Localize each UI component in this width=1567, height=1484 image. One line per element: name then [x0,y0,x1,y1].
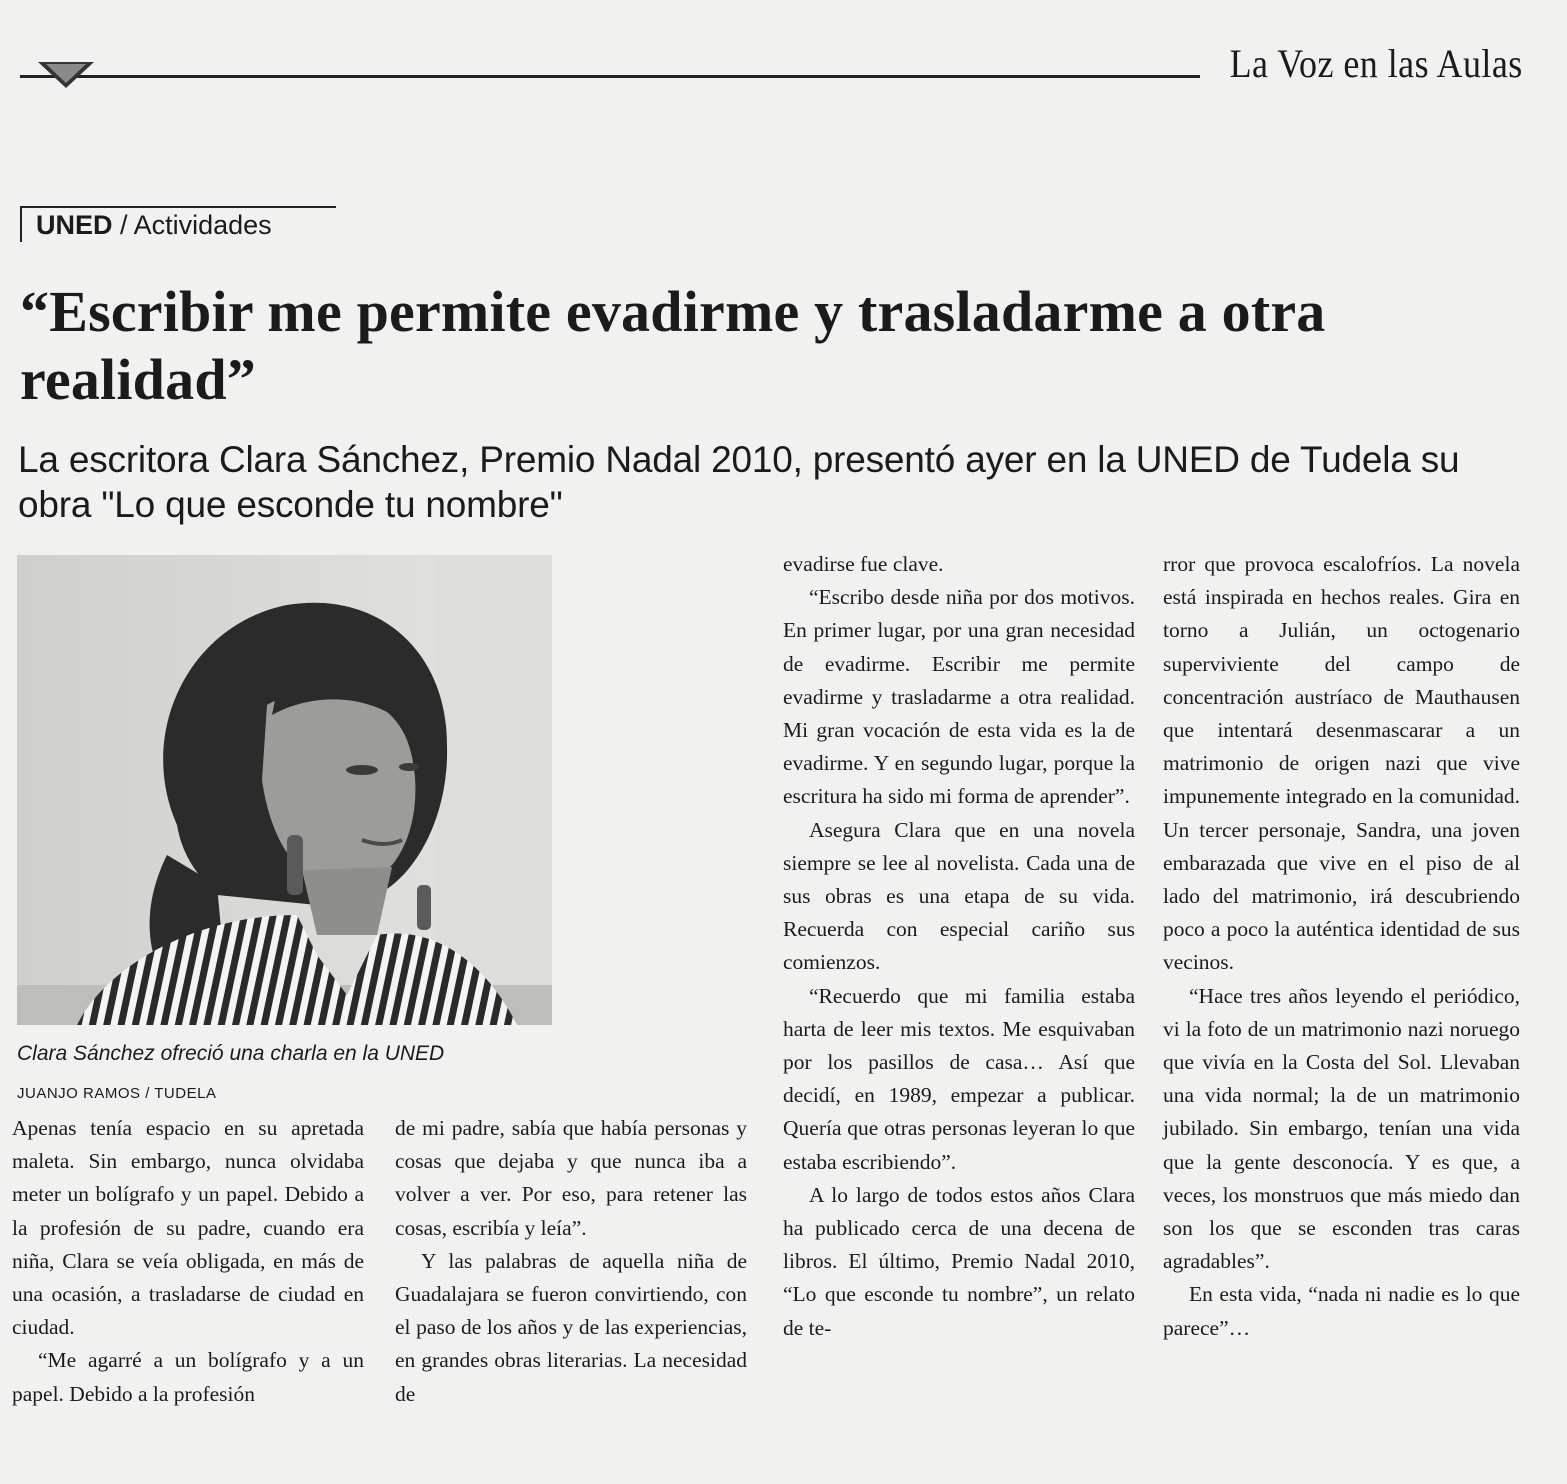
section-separator: / [120,210,128,240]
article-column-2 [395,1112,747,1411]
article-column-3 [783,548,1135,1345]
triangle-marker-inner-icon [46,64,86,83]
paragraph: “Me agarré a un bolígrafo y a un papel. Debido a la profesión [12,1348,364,1406]
paragraph: evadirse fue clave. [783,552,944,576]
paragraph: de mi padre, sabía que había personas y cosas que dejaba y que nunca iba a volver a ver. Por eso, para retener las cosas, escribía y leía”. [395,1116,747,1240]
paragraph: “Escribo desde niña por dos motivos. En primer lugar, por una gran necesidad de evadirme. Escribir me permite evadirme y trasladarme a otra realidad. Mi gran vocación de esta vida es la de evadirme. Y en segundo lugar, porque la escritura ha sido mi forma de aprender”. [783,585,1135,809]
paragraph: “Hace tres años leyendo el periódico, vi la foto de un matrimonio nazi noruego que vivía en la Costa del Sol. Llevaban una vida normal; la de un matrimonio jubilado. Sin embargo, tenían una vida que la gente desconocía. Y es que, a veces, los monstruos que más miedo dan son los que se esconden tras caras agradables”. [1163,983,1520,1274]
subheadline: La escritora Clara Sánchez, Premio Nadal 2010, presentó ayer en la UNED de Tudela su obra "Lo que esconde tu nombre" [18,439,1460,525]
portrait-image [17,555,552,1025]
section-tag [20,208,272,242]
photo-caption: Clara Sánchez ofreció una charla en la UNED [17,1042,445,1065]
article-column-4 [1163,548,1520,1345]
paragraph: rror que provoca escalofríos. La novela está inspirada en hechos reales. Gira en torno a Julián, un octogenario superviviente del campo de concentración austríaco de Mauthausen que intentará desenmascarar a un matrimonio de origen nazi que vive impunemente integrado en la comunidad. Un tercer personaje, Sandra, una joven embarazada que vive en el piso de al lado del matrimonio, irá descubriendo poco a poco la auténtica identidad de sus vecinos. [1163,552,1520,975]
section-primary: UNED [36,210,113,240]
article-photo [17,555,552,1025]
byline-separator: / [145,1085,150,1102]
paragraph: Y las palabras de aquella niña de Guadalajara se fueron convirtiendo, con el paso de los años y de las experiencias, en grandes obras literarias. La necesidad de [395,1248,747,1406]
byline-place: TUDELA [154,1085,217,1102]
paragraph: “Recuerdo que mi familia estaba harta de leer mis textos. Me esquivaban por los pasillos de casa… Así que decidí, en 1989, empezar a publicar. Quería que otras personas leyeran lo que estaba escribiendo”. [783,983,1135,1174]
paragraph: Apenas tenía espacio en su apretada maleta. Sin embargo, nunca olvidaba meter un bolígrafo y un papel. Debido a la profesión de su padre, cuando era niña, Clara se veía obligada, en más de una ocasión, a trasladarse de ciudad en ciudad. [12,1116,364,1340]
paragraph: Asegura Clara que en una novela siempre se lee al novelista. Cada una de sus obras es una etapa de su vida. Recuerda con especial cariño sus comienzos. [783,817,1135,975]
headline: “Escribir me permite evadirme y trasladarme a otra realidad” [20,279,1326,412]
masthead-rule [20,75,1200,78]
paragraph: A lo largo de todos estos años Clara ha publicado cerca de una decena de libros. El último, Premio Nadal 2010, “Lo que esconde tu nombre”, un relato de te- [783,1182,1135,1340]
byline-author: JUANJO RAMOS [17,1085,141,1102]
publication-title: La Voz en las Aulas [1229,41,1523,86]
paragraph: En esta vida, “nada ni nadie es lo que parece”… [1163,1282,1520,1340]
byline [17,1085,216,1102]
section-secondary: Actividades [133,210,272,240]
article-column-1 [12,1112,364,1411]
